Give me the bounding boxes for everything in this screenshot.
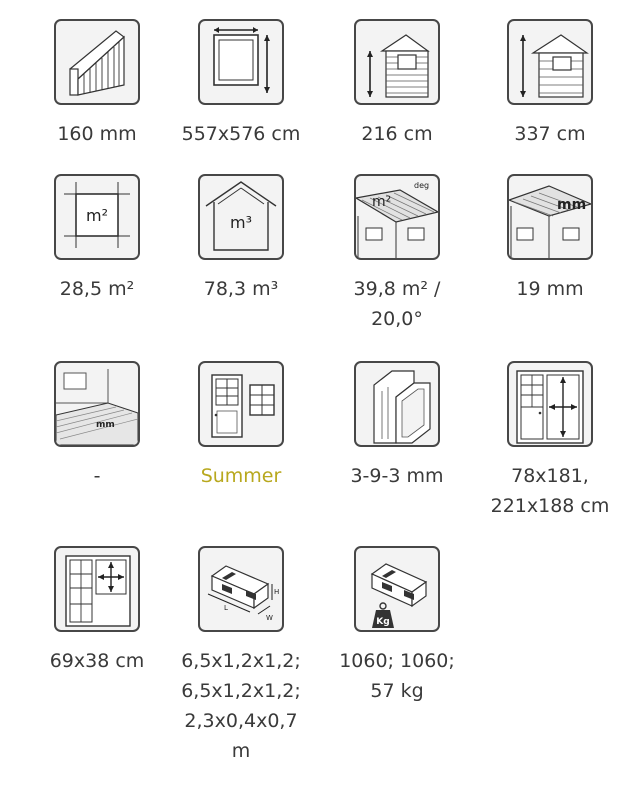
spec-window-size <box>19 546 175 676</box>
glazing-icon <box>354 361 440 447</box>
spec-label: 78x181, 221x188 cm <box>490 465 610 517</box>
spec-floor-area <box>19 174 175 304</box>
spec-glazing <box>319 361 475 491</box>
spec-label: 39,8 m² / 20,0° <box>353 278 441 330</box>
wall-height-icon <box>354 19 440 105</box>
icon-text: m³ <box>230 213 252 232</box>
spec-volume <box>163 174 319 304</box>
spec-package-weight <box>319 546 475 706</box>
roof-area-angle-icon <box>354 174 440 260</box>
spec-floor-thickness <box>19 361 175 491</box>
spec-label: 557x576 cm <box>181 123 301 145</box>
spec-label: 160 mm <box>57 123 137 145</box>
spec-label: 216 cm <box>361 123 433 145</box>
icon-text: mm <box>96 420 115 430</box>
spec-label: 78,3 m³ <box>203 278 279 300</box>
spec-roof-thickness <box>472 174 628 304</box>
spec-floor-dimensions <box>163 19 319 149</box>
door-window-icon <box>198 361 284 447</box>
package-dimensions-icon <box>198 546 284 632</box>
spec-door-size <box>472 361 628 521</box>
spec-label: Summer <box>200 465 282 487</box>
floor-area-icon <box>54 174 140 260</box>
icon-text: L <box>224 604 228 612</box>
roof-thickness-icon <box>507 174 593 260</box>
spec-roof-area-angle <box>319 174 475 334</box>
spec-label: - <box>93 465 101 487</box>
icon-text: W <box>266 614 273 622</box>
floor-thickness-icon <box>54 361 140 447</box>
volume-icon <box>198 174 284 260</box>
door-size-icon <box>507 361 593 447</box>
icon-text: m² <box>372 194 392 210</box>
icon-text: mm <box>557 197 587 213</box>
icon-text: H <box>274 588 280 596</box>
wall-thickness-icon <box>54 19 140 105</box>
icon-text: m² <box>86 206 108 225</box>
package-weight-icon <box>354 546 440 632</box>
spec-package-dimensions <box>163 546 319 766</box>
spec-label: 19 mm <box>516 278 584 300</box>
floor-dimensions-icon <box>198 19 284 105</box>
spec-label: 3-9-3 mm <box>350 465 444 487</box>
ridge-height-icon <box>507 19 593 105</box>
icon-text: Kg <box>376 617 390 627</box>
icon-text: deg <box>414 181 430 190</box>
spec-label: 337 cm <box>514 123 586 145</box>
spec-ridge-height <box>472 19 628 149</box>
spec-label: 6,5x1,2x1,2; 6,5x1,2x1,2; 2,3x0,4x0,7 m <box>181 650 301 762</box>
spec-label: 28,5 m² <box>59 278 135 300</box>
spec-wall-height <box>319 19 475 149</box>
window-size-icon <box>54 546 140 632</box>
spec-wall-thickness <box>19 19 175 149</box>
spec-door-window <box>163 361 319 491</box>
spec-label: 69x38 cm <box>49 650 145 672</box>
spec-label: 1060; 1060; 57 kg <box>339 650 455 702</box>
